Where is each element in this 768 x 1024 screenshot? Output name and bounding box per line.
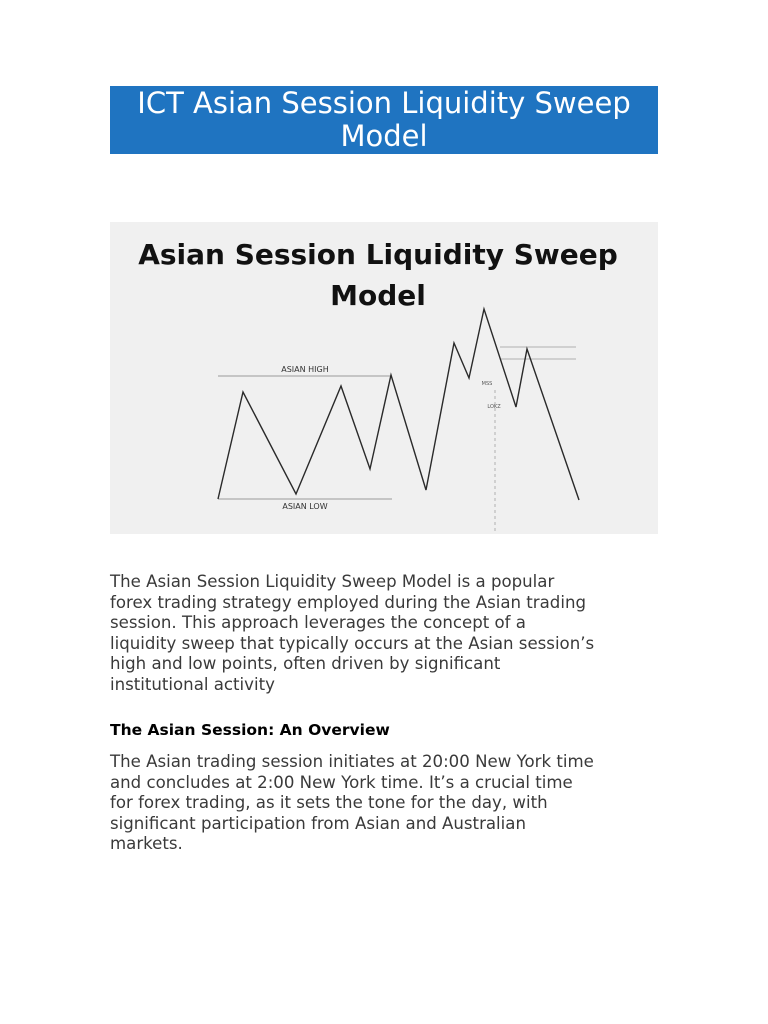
document-title-line-2: Model	[340, 119, 428, 153]
intro-line-6: institutional activity	[110, 674, 275, 694]
overview-paragraph	[110, 752, 670, 855]
intro-line-3: session. This approach leverages the concept of a	[110, 613, 526, 633]
overview-line-5: markets.	[110, 834, 183, 854]
intro-line-2: forex trading strategy employed during the Asian trading	[110, 592, 586, 612]
overview-line-1: The Asian trading session initiates at 20:00 New York time	[110, 752, 594, 771]
mss-label: MSS	[481, 381, 493, 387]
asian-low-label: ASIAN LOW	[282, 502, 328, 511]
intro-line-1: The Asian Session Liquidity Sweep Model is a popular	[110, 572, 555, 591]
lokz-label: LOKZ	[487, 404, 501, 410]
model-diagram	[110, 222, 658, 534]
diagram-heading-line-2: Model	[330, 279, 426, 312]
overview-line-2: and concludes at 2:00 New York time. It’s a crucial time	[110, 772, 573, 792]
intro-line-4: liquidity sweep that typically occurs at the Asian session’s	[110, 633, 595, 653]
document-title	[110, 86, 658, 154]
asian-high-label: ASIAN HIGH	[281, 365, 329, 374]
model-diagram-svg	[110, 222, 658, 534]
diagram-heading-line-1: Asian Session Liquidity Sweep	[138, 238, 618, 271]
overview-line-4: significant participation from Asian and Australian	[110, 813, 526, 833]
intro-line-5: high and low points, often driven by significant	[110, 654, 501, 674]
price-path	[218, 309, 579, 500]
document-title-line-1: ICT Asian Session Liquidity Sweep	[137, 86, 631, 120]
section-heading: The Asian Session: An Overview	[110, 721, 390, 739]
overview-line-3: for forex trading, as it sets the tone for the day, with	[110, 793, 548, 813]
intro-paragraph	[110, 572, 670, 696]
